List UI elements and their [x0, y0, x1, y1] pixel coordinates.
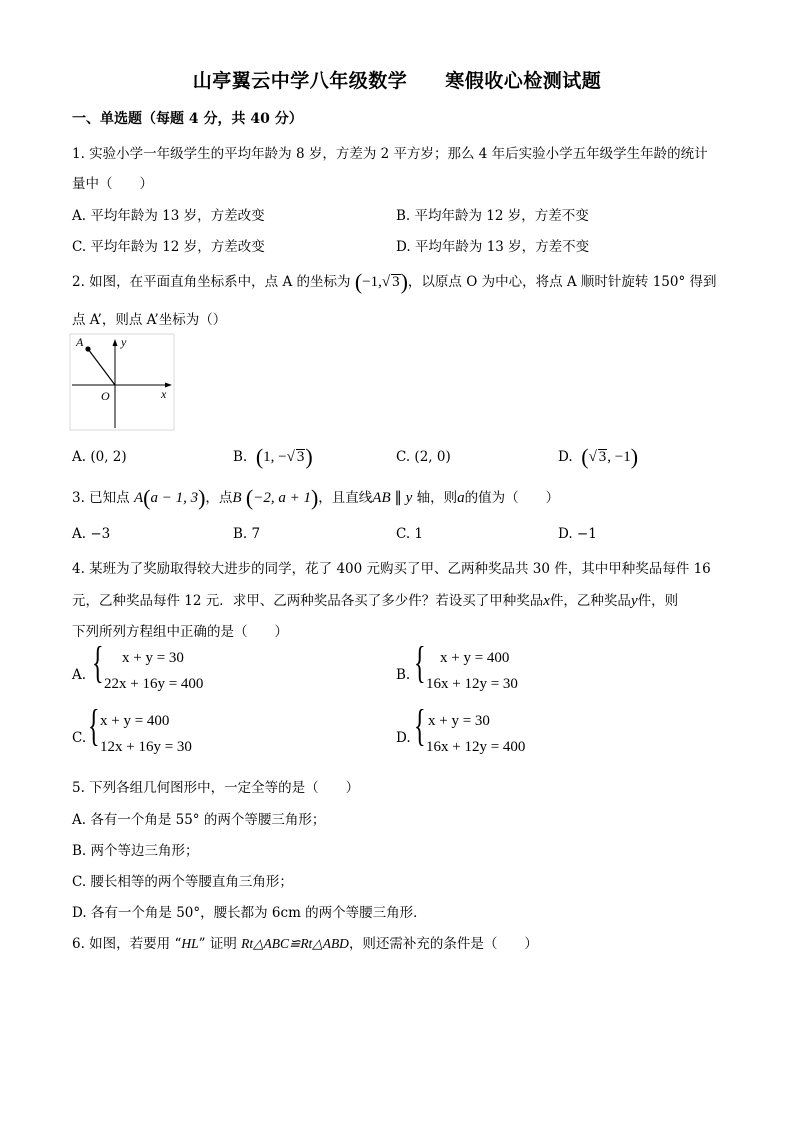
- q6-post: ，则还需补充的条件是（ ）: [348, 936, 538, 952]
- q2-option-d-label: D.: [558, 449, 573, 465]
- q3-stem: [72, 486, 559, 509]
- q2-stem-line1: [72, 270, 717, 293]
- q3-point-a: A: [133, 490, 144, 506]
- open-paren: (: [255, 444, 264, 469]
- q4-var-x: x: [543, 593, 550, 609]
- q6-pre: 6. 如图，若要用 “: [72, 936, 182, 952]
- q4-line2c: 件，则: [637, 593, 679, 609]
- page-title: [0, 66, 794, 93]
- title-exam: 寒假收心检测试题: [445, 70, 602, 92]
- q3-point-a-coord: a − 1, 3: [150, 490, 199, 506]
- q4-line2a: 元，乙种奖品每件 12 元．求甲、乙两种奖品各买了多少件？若设买了甲种奖品: [72, 593, 544, 609]
- q4-line2b: 件，乙种奖品: [549, 593, 631, 609]
- brace-icon: {: [88, 701, 100, 750]
- q3-option-a: A. −3: [72, 526, 111, 542]
- open-paren: (: [581, 444, 589, 469]
- q2-option-d-val: , −1: [607, 449, 631, 465]
- q3-option-d: D. −1: [558, 526, 597, 542]
- q2-option-b-label: B.: [233, 449, 248, 465]
- q2-stem-line2: 点 A’，则点 A’坐标为（）: [72, 312, 227, 328]
- q4-d-eq2: 16x + 12y = 400: [426, 739, 526, 755]
- q6-hl: HL: [181, 936, 199, 951]
- brace-icon: {: [92, 638, 104, 687]
- q2-stem-pre: 2. 如图，在平面直角坐标系中，点 A 的坐标为: [72, 274, 351, 290]
- sqrt-icon: √: [286, 449, 295, 465]
- q4-a-eq1: x + y = 30: [122, 650, 184, 666]
- q2-coord-x: −1,: [362, 274, 382, 290]
- q2-option-d: [558, 446, 638, 468]
- label-a: A: [76, 335, 84, 349]
- q4-a-eq2: 22x + 16y = 400: [104, 676, 204, 692]
- q4-stem-line3: 下列所列方程组中正确的是（ ）: [72, 624, 288, 640]
- q2-option-c: C. (2, 0): [396, 449, 451, 465]
- title-school: 山亭翼云中学八年级数学: [192, 70, 408, 92]
- label-o: O: [101, 389, 110, 403]
- q6-mid: ” 证明: [198, 936, 242, 952]
- q1-stem-line1: 1. 实验小学一年级学生的平均年龄为 8 岁，方差为 2 平方岁；那么 4 年后实验小学五年级学生年龄的统计: [72, 146, 708, 162]
- q4-b-eq2: 16x + 12y = 30: [426, 676, 518, 692]
- q6-expr: Rt△ABC≌Rt△ABD: [241, 936, 349, 951]
- q5-option-a: A. 各有一个角是 55° 的两个等腰三角形；: [72, 812, 326, 828]
- q4-option-a-label: A.: [72, 667, 87, 683]
- q5-stem: 5. 下列各组几何图形中，一定全等的是（ ）: [72, 780, 360, 796]
- q2-option-b-val: 1, −: [263, 449, 287, 465]
- q3-pre: 3. 已知点: [72, 490, 130, 506]
- close-paren: ): [198, 485, 206, 510]
- q4-stem-line1: 4. 某班为了奖励取得较大进步的同学，花了 400 元购买了甲、乙两种奖品共 30 件，其中甲种奖品每件 16: [72, 561, 711, 577]
- brace-icon: {: [414, 701, 426, 750]
- q4-c-eq2: 12x + 16y = 30: [100, 739, 192, 755]
- q2-coordinate-figure: [68, 332, 176, 432]
- q1-stem-line2: 量中（ ）: [72, 176, 153, 192]
- q1-option-d: D. 平均年龄为 13 岁，方差不变: [396, 239, 590, 255]
- q3-mid1: ，点: [205, 490, 233, 506]
- q4-d-eq1: x + y = 30: [428, 713, 490, 729]
- q2-option-a: A. (0, 2): [72, 449, 127, 465]
- q4-var-y: y: [630, 593, 638, 609]
- q4-option-b-label: B.: [396, 667, 411, 683]
- q4-option-c-label: C.: [72, 730, 87, 746]
- q4-b-eq1: x + y = 400: [440, 650, 510, 666]
- open-paren: (: [245, 485, 254, 510]
- close-paren: ): [630, 444, 639, 469]
- close-paren: ): [305, 444, 313, 469]
- q6-stem: [72, 932, 538, 952]
- open-paren: (: [143, 485, 151, 510]
- section-header: 一、单选题（每题 4 分，共 40 分）: [72, 111, 303, 127]
- q2-option-d-rad: 3: [598, 449, 607, 465]
- q5-option-c: C. 腰长相等的两个等腰直角三角形；: [72, 874, 293, 890]
- q1-option-c: C. 平均年龄为 12 岁，方差改变: [72, 239, 265, 255]
- q3-option-b: B. 7: [233, 526, 261, 542]
- q3-point-b-coord: −2, a + 1: [253, 490, 311, 506]
- close-paren: ): [400, 269, 408, 294]
- q3-option-c: C. 1: [396, 526, 424, 542]
- label-y: y: [121, 335, 127, 349]
- q3-point-b: B: [232, 490, 242, 506]
- q2-option-b: [233, 446, 313, 468]
- q3-mid4: 轴，则: [412, 490, 458, 506]
- q4-c-eq1: x + y = 400: [100, 713, 170, 729]
- label-x: x: [161, 387, 167, 401]
- q2-coord-rad: 3: [392, 274, 400, 290]
- close-paren: ): [310, 485, 319, 510]
- q5-option-d: D. 各有一个角是 50°，腰长都为 6cm 的两个等腰三角形．: [72, 905, 427, 921]
- q5-option-b: B. 两个等边三角形；: [72, 843, 199, 859]
- q3-line-ab: AB: [372, 490, 391, 506]
- sqrt-icon: √: [381, 274, 391, 290]
- q1-option-b: B. 平均年龄为 12 岁，方差不变: [396, 208, 589, 224]
- brace-icon: {: [414, 638, 426, 687]
- q4-stem-line2: [72, 589, 678, 610]
- q3-var: a: [457, 490, 465, 506]
- point-a: [85, 346, 90, 351]
- q3-post: 的值为（ ）: [464, 490, 560, 506]
- q2-stem-post: ，以原点 O 为中心，将点 A 顺时针旋转 150° 得到: [407, 274, 717, 290]
- q3-axis: y: [405, 490, 413, 506]
- q3-mid2: ，且直线: [318, 490, 373, 506]
- q3-parallel: ∥: [390, 490, 406, 506]
- open-paren: (: [354, 269, 363, 294]
- q1-option-a: A. 平均年龄为 13 岁，方差改变: [72, 208, 265, 224]
- sqrt-icon: √: [588, 449, 597, 465]
- q4-option-d-label: D.: [396, 730, 411, 746]
- q2-option-b-rad: 3: [296, 449, 305, 465]
